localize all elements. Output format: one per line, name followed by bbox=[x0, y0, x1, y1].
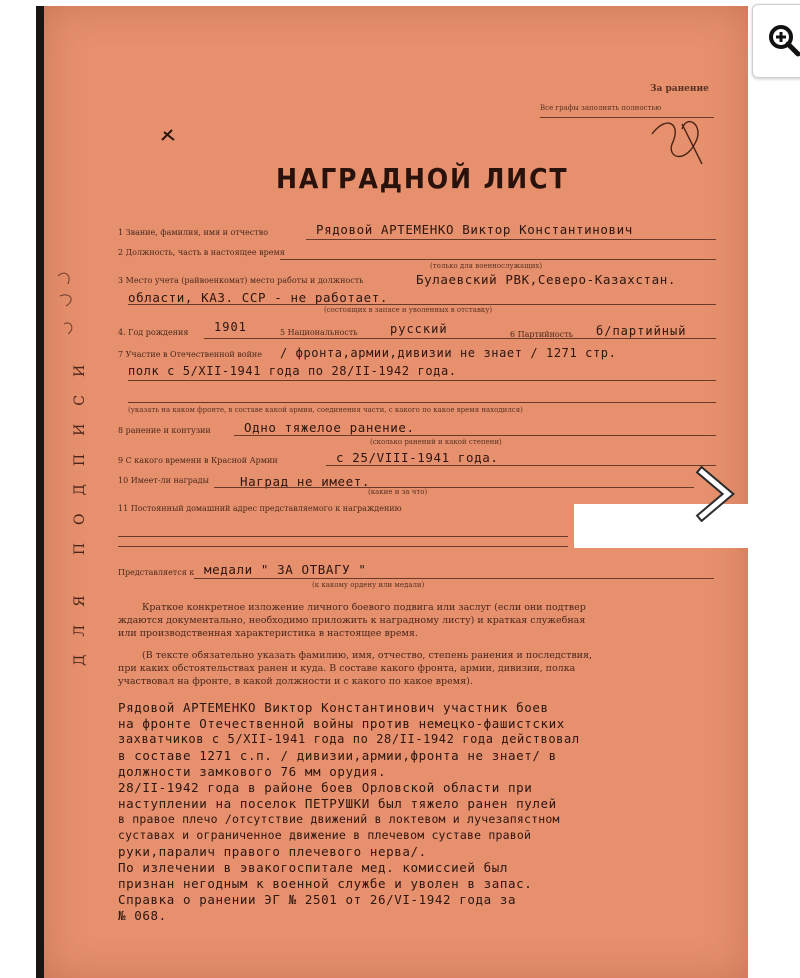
field-3-value-b: области, КАЗ. ССР - не работает. bbox=[128, 290, 389, 305]
field-7-rule-2 bbox=[128, 402, 716, 403]
chevron-right-icon bbox=[688, 466, 742, 522]
narrative-line-10: руки,паралич правого плечевого нерва/. bbox=[118, 844, 427, 859]
instructions2-line-2: при каких обстоятельствах ранен и куда. В составе какого фронта, армии, дивизии, полка bbox=[118, 663, 576, 674]
side-label: ДЛЯ ПОДПИСИ bbox=[72, 346, 88, 666]
narrative-line-7: наступлении на поселок ПЕТРУШКИ был тяжело ранен пулей bbox=[118, 796, 557, 811]
field-3-note: (состоящих в запасе и уволенных в отставку) bbox=[324, 306, 493, 314]
narrative-line-9: суставах и ограниченное движение в плечевом суставе правой bbox=[118, 828, 532, 842]
field-3-label: 3 Место учета (райвоенкомат) место работы и должность bbox=[118, 276, 364, 285]
field-1-rule bbox=[306, 239, 716, 240]
sheet-shadow-edge bbox=[36, 6, 44, 978]
instructions2-line-3: участвовал на фронте, в какой должности и с какого по какое время). bbox=[118, 676, 473, 687]
field-2-note: (только для военнослужащих) bbox=[430, 262, 543, 270]
signature-mark bbox=[642, 104, 722, 174]
field-7-value-b: полк с 5/XII-1941 года по 28/II-1942 года. bbox=[128, 364, 457, 378]
field-11-rule-2 bbox=[118, 546, 568, 547]
narrative-line-3: захватчиков с 5/XII-1941 года по 28/II-1942 года действовал bbox=[118, 732, 580, 746]
field-7-rule-1 bbox=[128, 380, 716, 381]
next-page-button[interactable] bbox=[688, 466, 742, 522]
field-4-value: 1901 bbox=[214, 320, 247, 334]
zoom-button[interactable] bbox=[752, 4, 800, 78]
field-8-value: Одно тяжелое ранение. bbox=[244, 420, 415, 435]
field-8-note: (сколько ранений и какой степени) bbox=[370, 438, 502, 446]
field-1-value: Рядовой АРТЕМЕНКО Виктор Константинович bbox=[316, 222, 633, 237]
instructions-line-1: Краткое конкретное изложение личного боевого подвига или заслуг (если они подтвер bbox=[142, 602, 586, 613]
nominated-value: медали " ЗА ОТВАГУ " bbox=[204, 562, 367, 577]
field-10-label: 10 Имеет-ли награды bbox=[118, 476, 209, 485]
field-3-rule bbox=[128, 304, 716, 305]
field-7-value-a: / фронта,армии,дивизии не знает / 1271 стр. bbox=[280, 346, 617, 360]
field-8-rule bbox=[234, 435, 716, 436]
field-6-value: б/партийный bbox=[596, 324, 687, 338]
margin-pencil-marks bbox=[50, 266, 90, 346]
field-9-rule bbox=[326, 465, 716, 466]
narrative-line-12: признан негодным к военной службе и уволен в запас. bbox=[118, 876, 533, 891]
field-11-rule-1 bbox=[118, 536, 568, 537]
field-10-rule bbox=[214, 487, 694, 488]
instructions-line-2: ждаются документально, необходимо приложить к наградному листу) и краткая служебная bbox=[118, 615, 586, 626]
narrative-line-11: По излечении в эвакогоспитале мед. комиссией был bbox=[118, 860, 509, 875]
field-3-value-a: Булаевский РВК,Северо-Казахстан. bbox=[416, 272, 677, 287]
field-6-label: 6 Партийность bbox=[510, 330, 573, 339]
award-sheet-page bbox=[44, 6, 748, 978]
field-5-value: русский bbox=[390, 322, 448, 336]
narrative-line-4: в составе 1271 с.п. / дивизии,армии,фронта не знает/ в bbox=[118, 748, 557, 763]
narrative-line-2: на фронте Отечественной войны против немецко-фашистских bbox=[118, 716, 565, 731]
field-8-label: 8 ранение и контузии bbox=[118, 426, 211, 435]
document-title: НАГРАДНОЙ ЛИСТ bbox=[276, 162, 569, 195]
corner-mark bbox=[158, 126, 178, 146]
instructions-line-3: или производственная характеристика в настоящее время. bbox=[118, 628, 418, 639]
field-1-label: 1 Звание, фамилия, имя и отчество bbox=[118, 228, 269, 237]
instructions2-line-1: (В тексте обязательно указать фамилию, имя, отчество, степень ранения и последствия, bbox=[142, 650, 593, 661]
narrative-line-13: Справка о ранении ЭГ № 2501 от 26/VI-1942 года за bbox=[118, 892, 517, 907]
narrative-line-1: Рядовой АРТЕМЕНКО Виктор Константинович участник боев bbox=[118, 700, 549, 715]
header-note: Все графы заполнять полностью bbox=[540, 104, 662, 112]
field-7-note: (указать на каком фронте, в составе какой армии, соединения части, с какого по какое время находился) bbox=[128, 406, 523, 414]
field-4-rule bbox=[204, 338, 716, 339]
nominated-rule bbox=[194, 578, 714, 579]
field-9-label: 9 С какого времени в Красной Армии bbox=[118, 456, 278, 465]
field-2-label: 2 Должность, часть в настоящее время bbox=[118, 248, 285, 257]
narrative-line-14: № 068. bbox=[118, 908, 167, 923]
narrative-line-8: в правое плечо /отсутствие движений в локтевом и лучезапястном bbox=[118, 812, 560, 826]
field-2-rule bbox=[280, 259, 716, 260]
field-9-value: с 25/VIII-1941 года. bbox=[336, 450, 499, 465]
field-7-label: 7 Участие в Отечественной войне bbox=[118, 350, 262, 359]
nominated-label: Представляется к bbox=[118, 568, 195, 577]
field-10-value: Наград не имеет. bbox=[240, 474, 371, 489]
field-10-note: (какие и за что) bbox=[368, 488, 428, 496]
field-11-label: 11 Постоянный домашний адрес представляемого к награждению bbox=[118, 504, 402, 513]
zoom-in-icon bbox=[767, 23, 800, 57]
field-4-label: 4. Год рождения bbox=[118, 328, 189, 337]
nominated-note: (к какому ордену или медали) bbox=[312, 581, 425, 589]
header-right: За ранение bbox=[650, 84, 709, 94]
narrative-line-6: 28/II-1942 года в районе боев Орловской области при bbox=[118, 780, 533, 795]
narrative-line-5: должности замкового 76 мм орудия. bbox=[118, 764, 387, 779]
field-5-label: 5 Национальность bbox=[280, 328, 358, 337]
